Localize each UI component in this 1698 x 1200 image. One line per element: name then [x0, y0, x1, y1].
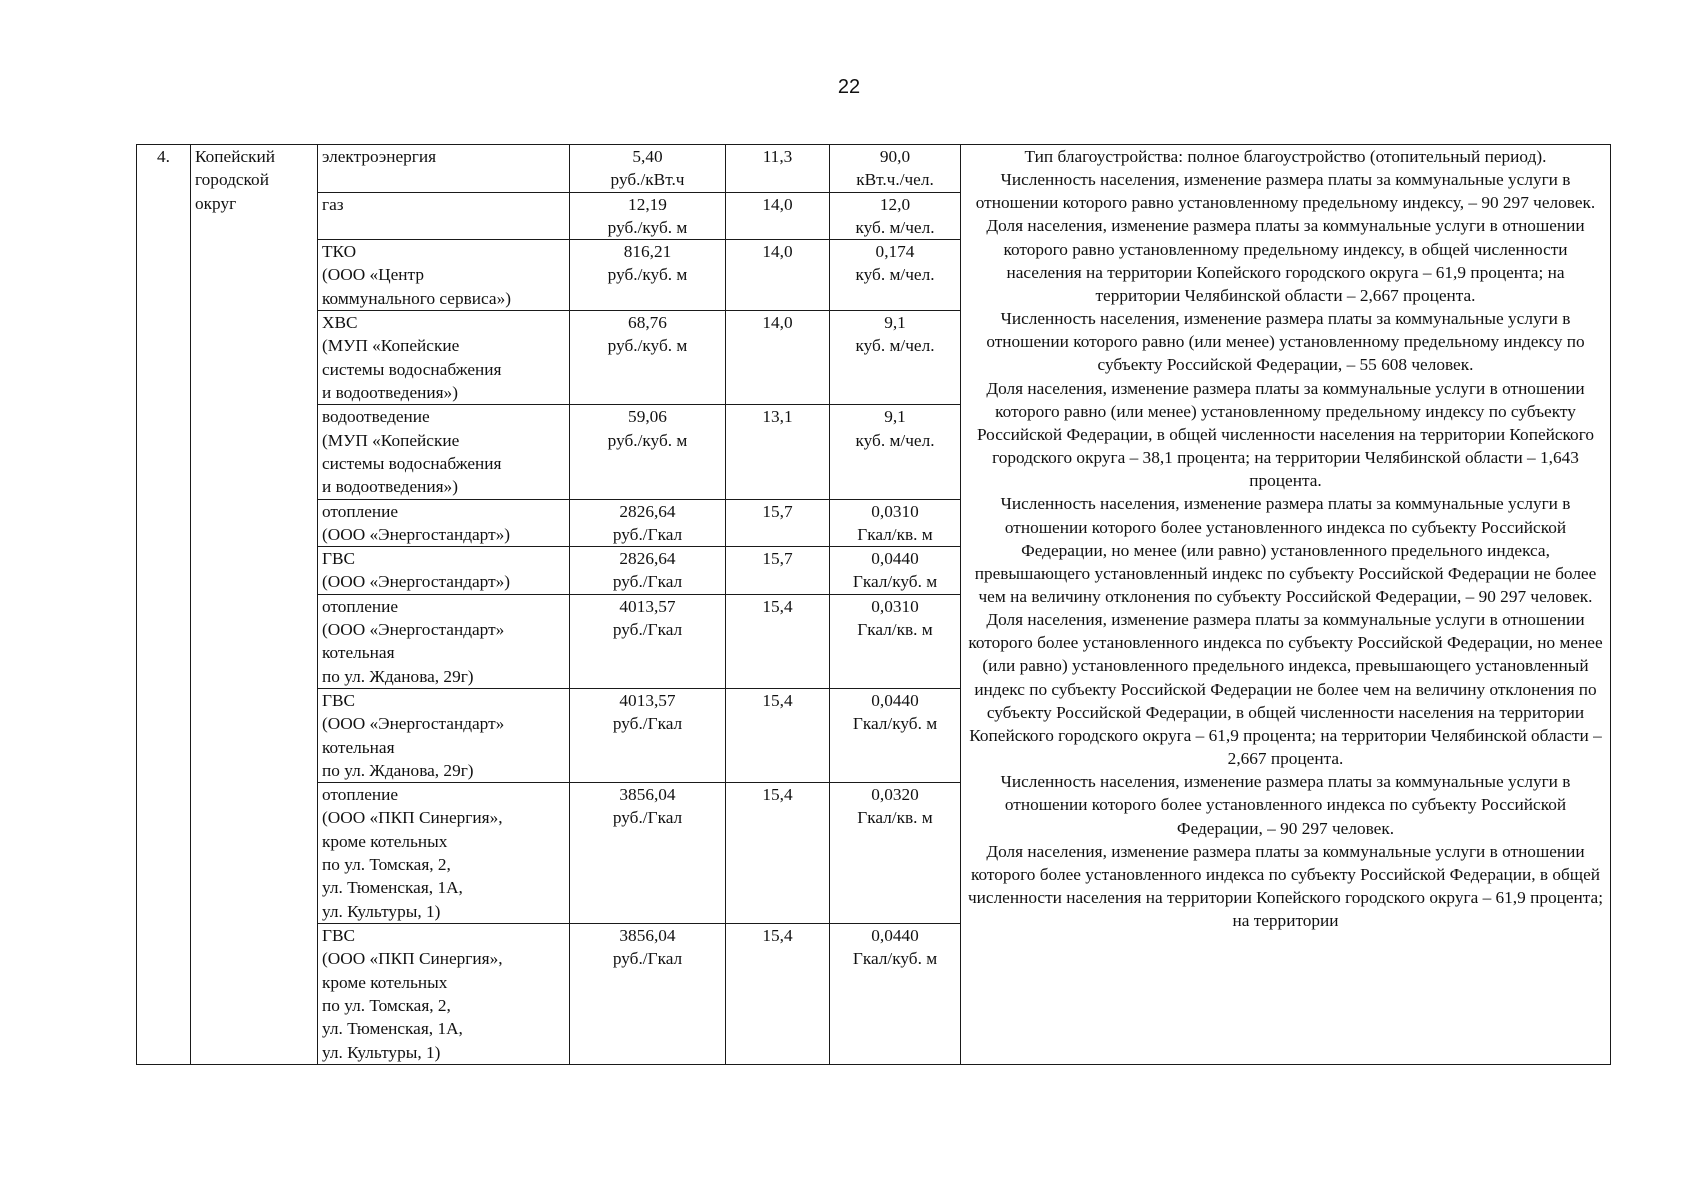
norm-value: 90,0 кВт.ч./чел. [830, 145, 961, 193]
tariff-value: 3856,04 руб./Гкал [570, 924, 726, 1065]
norm-value: 0,174 куб. м/чел. [830, 240, 961, 311]
index-value: 15,4 [726, 924, 830, 1065]
notes-cell [961, 145, 1611, 1065]
note-paragraph: Доля населения, изменение размера платы за коммунальные услуги в отношении которого равно (или менее) установленному предельному индексу по субъекту Российской Федерации, в общей численности населения на территории Копейского городского округа – 38,1 процента; на территории Челябинской области – 1,643 процента. [976, 378, 1594, 491]
index-value: 14,0 [726, 240, 830, 311]
service-name: водоотведение (МУП «Копейские системы водоснабжения и водоотведения») [318, 405, 570, 499]
index-value: 14,0 [726, 311, 830, 405]
norm-value: 0,0440 Гкал/куб. м [830, 547, 961, 595]
tariff-table [136, 144, 1611, 1065]
tariff-value: 4013,57 руб./Гкал [570, 594, 726, 688]
note-paragraph: Тип благоустройства: полное благоустройство (отопительный период). [1024, 147, 1547, 166]
index-value: 14,0 [726, 192, 830, 240]
norm-value: 0,0310 Гкал/кв. м [830, 499, 961, 547]
note-paragraph: Доля населения, изменение размера платы за коммунальные услуги в отношении которого более установленного индекса по субъекту Российской Федерации, но менее (или равно) установленного предельного индекса, превышающего установленный индекс по субъекту Российской Федерации не более чем на величину отклонения по субъекту Российской Федерации, в общей численности населения на территории Копейского городского округа – 61,9 процента; на территории Челябинской области – 2,667 процента. [968, 610, 1603, 769]
service-name: ГВС (ООО «ПКП Синергия», кроме котельных по ул. Томская, 2, ул. Тюменская, 1А, ул. Культуры, 1) [318, 924, 570, 1065]
tariff-value: 3856,04 руб./Гкал [570, 783, 726, 924]
tariff-value: 59,06 руб./куб. м [570, 405, 726, 499]
service-name: ГВС (ООО «Энергостандарт») [318, 547, 570, 595]
note-paragraph: Доля населения, изменение размера платы за коммунальные услуги в отношении которого более установленного индекса по субъекту Российской Федерации, в общей численности населения на территории Копейского городского округа – 61,9 процента; на территории [967, 841, 1604, 931]
service-name: газ [318, 192, 570, 240]
index-value: 15,4 [726, 783, 830, 924]
service-name: ХВС (МУП «Копейские системы водоснабжения и водоотведения») [318, 311, 570, 405]
index-value: 15,4 [726, 688, 830, 782]
tariff-value: 68,76 руб./куб. м [570, 311, 726, 405]
norm-value: 0,0320 Гкал/кв. м [830, 783, 961, 924]
tariff-value: 816,21 руб./куб. м [570, 240, 726, 311]
service-name: электроэнергия [318, 145, 570, 193]
tariff-value: 12,19 руб./куб. м [570, 192, 726, 240]
row-number: 4. [137, 145, 191, 1065]
norm-value: 0,0310 Гкал/кв. м [830, 594, 961, 688]
tariff-value: 2826,64 руб./Гкал [570, 499, 726, 547]
service-name: ТКО (ООО «Центр коммунального сервиса») [318, 240, 570, 311]
norm-value: 9,1 куб. м/чел. [830, 405, 961, 499]
tariff-value: 4013,57 руб./Гкал [570, 688, 726, 782]
index-value: 13,1 [726, 405, 830, 499]
service-name: отопление (ООО «Энергостандарт») [318, 499, 570, 547]
index-value: 15,7 [726, 499, 830, 547]
index-value: 15,7 [726, 547, 830, 595]
note-paragraph: Численность населения, изменение размера платы за коммунальные услуги в отношении которого более установленного индекса по субъекту Российской Федерации, – 90 297 человек. [1000, 772, 1571, 838]
page-number: 22 [837, 76, 861, 98]
tariff-value: 5,40 руб./кВт.ч [570, 145, 726, 193]
tariff-value: 2826,64 руб./Гкал [570, 547, 726, 595]
norm-value: 0,0440 Гкал/куб. м [830, 688, 961, 782]
service-name: отопление (ООО «ПКП Синергия», кроме котельных по ул. Томская, 2, ул. Тюменская, 1А, ул. Культуры, 1) [318, 783, 570, 924]
district-name: Копейский городской округ [191, 145, 318, 1065]
service-name: отопление (ООО «Энергостандарт» котельная по ул. Жданова, 29г) [318, 594, 570, 688]
note-paragraph: Численность населения, изменение размера платы за коммунальные услуги в отношении которого равно (или менее) установленному предельному индексу по субъекту Российской Федерации, – 55 608 человек. [986, 309, 1585, 375]
norm-value: 12,0 куб. м/чел. [830, 192, 961, 240]
norm-value: 9,1 куб. м/чел. [830, 311, 961, 405]
note-paragraph: Численность населения, изменение размера платы за коммунальные услуги в отношении которого равно установленному предельному индексу, – 90 297 человек. [975, 170, 1596, 213]
table-row [137, 145, 1611, 193]
index-value: 11,3 [726, 145, 830, 193]
service-name: ГВС (ООО «Энергостандарт» котельная по ул. Жданова, 29г) [318, 688, 570, 782]
index-value: 15,4 [726, 594, 830, 688]
note-paragraph: Численность населения, изменение размера платы за коммунальные услуги в отношении которого более установленного индекса по субъекту Российской Федерации, но менее (или равно) установленного предельного индекса, превышающего установленный индекс по субъекту Российской Федерации не более чем на величину отклонения по субъекту Российской Федерации, – 90 297 человек. [974, 494, 1597, 606]
norm-value: 0,0440 Гкал/куб. м [830, 924, 961, 1065]
note-paragraph: Доля населения, изменение размера платы за коммунальные услуги в отношении которого равно установленному предельному индексу, в общей численности населения на территории Копейского городского округа – 61,9 процента; на территории Челябинской области – 2,667 процента. [986, 216, 1585, 305]
